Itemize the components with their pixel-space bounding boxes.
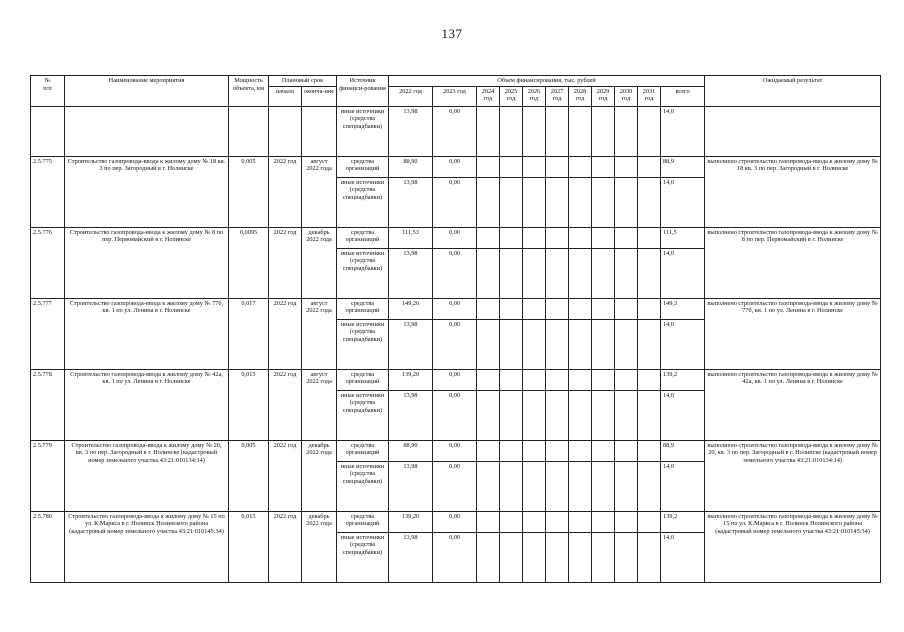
value-total: 14,0 bbox=[661, 319, 705, 369]
value-2023: 0,00 bbox=[433, 440, 477, 461]
value-2023: 0,00 bbox=[433, 369, 477, 390]
value-total: 111,5 bbox=[661, 227, 705, 248]
table-row bbox=[31, 369, 881, 390]
item-end: август 2022 года bbox=[302, 369, 337, 440]
value-total: 14,0 bbox=[661, 461, 705, 511]
page-number: 137 bbox=[441, 26, 463, 41]
source-cell: иные источники (средства спецнадбавки) bbox=[337, 248, 389, 298]
item-end: август 2022 года bbox=[302, 298, 337, 369]
header-year-2030: 2030 год bbox=[615, 86, 638, 106]
item-end: декабрь 2022 года bbox=[302, 511, 337, 582]
item-end: декабрь 2022 года bbox=[302, 440, 337, 511]
header-year-2026: 2026 год bbox=[523, 86, 546, 106]
value-2022: 139,20 bbox=[389, 511, 433, 532]
header-year-2023: 2023 год bbox=[433, 86, 477, 106]
value-total: 139,2 bbox=[661, 511, 705, 532]
header-volume: Объем финансирования, тыс. рублей bbox=[389, 76, 705, 87]
item-capacity: 0,0095 bbox=[229, 227, 269, 298]
source-cell: средства организаций bbox=[337, 369, 389, 390]
item-capacity: 0,015 bbox=[229, 369, 269, 440]
item-result: выполнено строительство газопровода-ввода к жилому дому № 18 кв. 3 по пер. Загородный в г. Нолинске bbox=[705, 156, 881, 227]
item-number: 2.5.780 bbox=[31, 511, 65, 582]
value-2023: 0,00 bbox=[433, 227, 477, 248]
item-number: 2.5.775 bbox=[31, 156, 65, 227]
value-2023: 0,00 bbox=[433, 390, 477, 440]
source-cell: иные источники (средства спецнадбавки) bbox=[337, 461, 389, 511]
item-name: Строительство газопровода-ввода к жилому дому № 77б, кв. 1 по ул. Ленина в г. Нолинске bbox=[65, 298, 229, 369]
value-2022: 88,90 bbox=[389, 156, 433, 177]
item-name: Строительство газопровода-ввода к жилому дому № 20, кв. 3 по пер. Загородный в г. Нолинске (кадастровый номер земельного участка 43:21:010134:14) bbox=[65, 440, 229, 511]
value-total: 139,2 bbox=[661, 369, 705, 390]
item-start: 2022 год bbox=[269, 440, 302, 511]
item-capacity: 0,005 bbox=[229, 156, 269, 227]
value-2023: 0,00 bbox=[433, 511, 477, 532]
item-name: Строительство газопровода-ввода к жилому дому № 42а, кв. 1 по ул. Ленина в г. Нолинске bbox=[65, 369, 229, 440]
item-start: 2022 год bbox=[269, 369, 302, 440]
table-row bbox=[31, 440, 881, 461]
item-number: 2.5.779 bbox=[31, 440, 65, 511]
source-cell: иные источники (средства спецнадбавки) bbox=[337, 390, 389, 440]
header-year-2031: 2031 год bbox=[638, 86, 661, 106]
header-num: № п/п bbox=[31, 76, 65, 107]
item-start: 2022 год bbox=[269, 156, 302, 227]
value-total: 149,3 bbox=[661, 298, 705, 319]
header-result: Ожидаемый результат bbox=[705, 76, 881, 107]
item-name: Строительство газопровода-ввода к жилому дому № 8 по пер. Первомайский в г. Нолинске bbox=[65, 227, 229, 298]
source-cell: иные источники (средства спецнадбавки) bbox=[337, 319, 389, 369]
item-number: 2.5.778 bbox=[31, 369, 65, 440]
item-end: август 2022 года bbox=[302, 156, 337, 227]
header-year-2028: 2028 год bbox=[569, 86, 592, 106]
value-2022: 13,98 bbox=[389, 106, 433, 156]
header-end: оконча-ние bbox=[302, 86, 337, 106]
item-result: выполнено строительство газопровода-ввода к жилому дому № 20, кв. 3 по пер. Загородный в г. Нолинске (кадастровый номер земельного участка 43:21:010134:14) bbox=[705, 440, 881, 511]
source-cell: иные источники (средства спецнадбавки) bbox=[337, 532, 389, 582]
source-cell: средства организаций bbox=[337, 227, 389, 248]
value-2023: 0,00 bbox=[433, 106, 477, 156]
header-total: всего bbox=[661, 86, 705, 106]
value-2023: 0,00 bbox=[433, 319, 477, 369]
item-end: декабрь 2022 года bbox=[302, 227, 337, 298]
value-2022: 111,53 bbox=[389, 227, 433, 248]
header-year-2029: 2029 год bbox=[592, 86, 615, 106]
value-total: 14,0 bbox=[661, 390, 705, 440]
value-total: 14,0 bbox=[661, 248, 705, 298]
value-total: 88,9 bbox=[661, 156, 705, 177]
value-total: 14,0 bbox=[661, 177, 705, 227]
header-capacity: Мощность объекта, км bbox=[229, 76, 269, 107]
value-total: 14,0 bbox=[661, 532, 705, 582]
financing-table bbox=[30, 75, 881, 583]
value-2023: 0,00 bbox=[433, 532, 477, 582]
header-plan-term: Плановый срок bbox=[269, 76, 337, 87]
header-year-2024: 2024 год bbox=[477, 86, 500, 106]
item-result: выполнено строительство газопровода-ввода к жилому дому № 15 по ул. К.Маркса в г. Нолинск Нолинского района (кадастровый номер земельного участка 43:21:010145:34) bbox=[705, 511, 881, 582]
item-capacity: 0,005 bbox=[229, 440, 269, 511]
item-name: Строительство газопровода-ввода к жилому дому № 15 по ул. К.Маркса в г. Нолинск Нолинского района (кадастровый номер земельного участка 43:21:010145:34) bbox=[65, 511, 229, 582]
value-total: 88,9 bbox=[661, 440, 705, 461]
item-start: 2022 год bbox=[269, 511, 302, 582]
value-2022: 139,20 bbox=[389, 369, 433, 390]
header-year-2027: 2027 год bbox=[546, 86, 569, 106]
source-cell: иные источники (средства спецнадбавки) bbox=[337, 106, 389, 156]
value-total: 14,0 bbox=[661, 106, 705, 156]
item-result: выполнено строительство газопровода-ввода к жилому дому № 42а, кв. 1 по ул. Ленина в г. Нолинске bbox=[705, 369, 881, 440]
source-cell: средства организаций bbox=[337, 298, 389, 319]
item-number: 2.5.777 bbox=[31, 298, 65, 369]
item-capacity: 0,017 bbox=[229, 298, 269, 369]
value-2023: 0,00 bbox=[433, 156, 477, 177]
table-row bbox=[31, 298, 881, 319]
value-2022: 149,26 bbox=[389, 298, 433, 319]
header-start: начало bbox=[269, 86, 302, 106]
source-cell: средства организаций bbox=[337, 440, 389, 461]
value-2023: 0,00 bbox=[433, 248, 477, 298]
value-2022: 88,90 bbox=[389, 440, 433, 461]
header-name: Наименование мероприятия bbox=[65, 76, 229, 107]
value-2022: 13,98 bbox=[389, 177, 433, 227]
item-result: выполнено строительство газопровода-ввода к жилому дому № 77б, кв. 1 по ул. Ленина в г. Нолинске bbox=[705, 298, 881, 369]
item-start: 2022 год bbox=[269, 298, 302, 369]
value-2022: 13,98 bbox=[389, 390, 433, 440]
value-2023: 0,00 bbox=[433, 298, 477, 319]
table-row-carryover bbox=[31, 106, 881, 156]
item-capacity: 0,015 bbox=[229, 511, 269, 582]
source-cell: иные источники (средства спецнадбавки) bbox=[337, 177, 389, 227]
value-2023: 0,00 bbox=[433, 461, 477, 511]
value-2022: 13,98 bbox=[389, 319, 433, 369]
table-row bbox=[31, 227, 881, 248]
header-source: Источник финанси-рования bbox=[337, 76, 389, 107]
value-2022: 13,98 bbox=[389, 248, 433, 298]
source-cell: средства организаций bbox=[337, 156, 389, 177]
item-start: 2022 год bbox=[269, 227, 302, 298]
header-year-2022: 2022 год bbox=[389, 86, 433, 106]
value-2023: 0,00 bbox=[433, 177, 477, 227]
value-2022: 13,98 bbox=[389, 461, 433, 511]
table-row bbox=[31, 511, 881, 532]
item-name: Строительство газопровода-ввода к жилому дому № 18 кв. 3 по пер. Загородный в г. Нолинске bbox=[65, 156, 229, 227]
source-cell: средства организаций bbox=[337, 511, 389, 532]
item-result: выполнено строительство газопровода-ввода к жилому дому № 8 по пер. Первомайский в г. Нолинске bbox=[705, 227, 881, 298]
value-2022: 13,98 bbox=[389, 532, 433, 582]
header-year-2025: 2025 год bbox=[500, 86, 523, 106]
item-number: 2.5.776 bbox=[31, 227, 65, 298]
table-row bbox=[31, 156, 881, 177]
